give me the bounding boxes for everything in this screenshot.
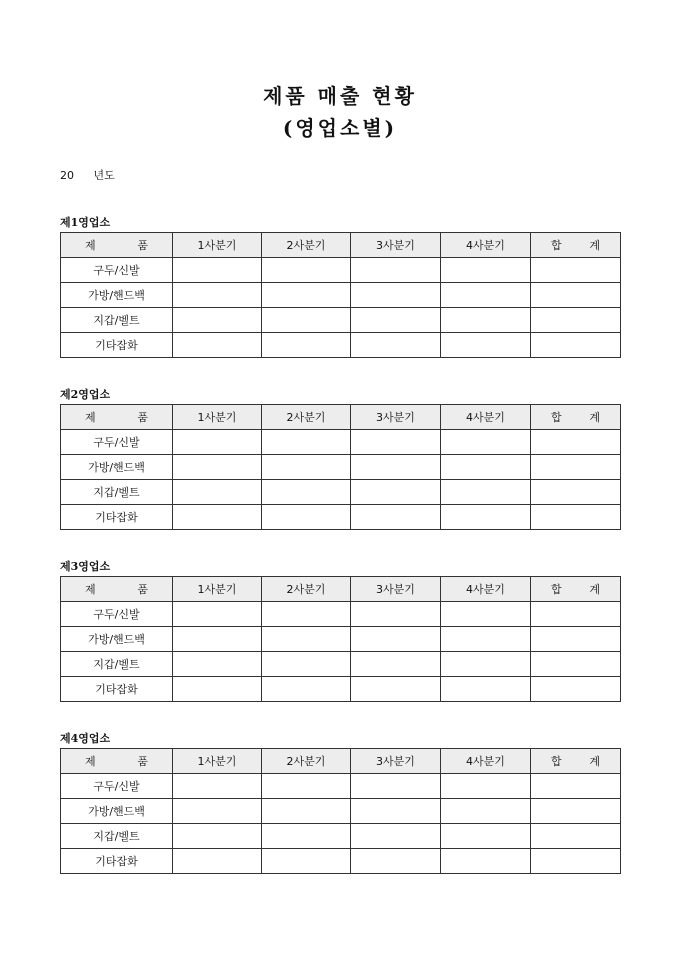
cell-q3[interactable]	[351, 824, 441, 849]
office-section-4	[60, 730, 620, 874]
header-product: 제 품	[61, 577, 173, 602]
cell-q2[interactable]	[262, 677, 351, 702]
cell-q4[interactable]	[441, 799, 531, 824]
row-label: 구두/신발	[61, 774, 173, 799]
cell-total[interactable]	[531, 258, 621, 283]
header-total: 합 계	[531, 749, 621, 774]
cell-total[interactable]	[531, 799, 621, 824]
cell-total[interactable]	[531, 505, 621, 530]
cell-q4[interactable]	[441, 308, 531, 333]
row-label: 지갑/벨트	[61, 652, 173, 677]
header-q1: 1사분기	[173, 405, 262, 430]
table-header-row	[61, 577, 621, 602]
table-row	[61, 308, 621, 333]
header-q1: 1사분기	[173, 233, 262, 258]
cell-q1[interactable]	[173, 627, 262, 652]
row-label: 기타잡화	[61, 677, 173, 702]
table-header-row	[61, 405, 621, 430]
cell-q3[interactable]	[351, 505, 441, 530]
header-q4: 4사분기	[441, 405, 531, 430]
year-number: 20	[60, 169, 74, 182]
header-q1: 1사분기	[173, 577, 262, 602]
cell-q1[interactable]	[173, 308, 262, 333]
table-row	[61, 677, 621, 702]
table-row	[61, 505, 621, 530]
year-label: 년도	[93, 169, 115, 182]
header-q1: 1사분기	[173, 749, 262, 774]
row-label: 가방/핸드백	[61, 283, 173, 308]
cell-total[interactable]	[531, 652, 621, 677]
cell-total[interactable]	[531, 480, 621, 505]
office-section-3	[60, 558, 620, 702]
table-row	[61, 652, 621, 677]
sales-table	[60, 748, 621, 874]
cell-q1[interactable]	[173, 480, 262, 505]
office-title: 제3영업소	[60, 560, 111, 573]
document-title: 제품 매출 현황	[263, 84, 417, 108]
header-total: 합 계	[531, 405, 621, 430]
cell-q1[interactable]	[173, 774, 262, 799]
sales-table	[60, 232, 621, 358]
cell-q3[interactable]	[351, 627, 441, 652]
cell-total[interactable]	[531, 430, 621, 455]
cell-q2[interactable]	[262, 258, 351, 283]
cell-q1[interactable]	[173, 258, 262, 283]
cell-q1[interactable]	[173, 455, 262, 480]
table-row	[61, 480, 621, 505]
cell-total[interactable]	[531, 774, 621, 799]
row-label: 기타잡화	[61, 849, 173, 874]
cell-q2[interactable]	[262, 774, 351, 799]
cell-q3[interactable]	[351, 283, 441, 308]
table-header-row	[61, 749, 621, 774]
cell-q3[interactable]	[351, 602, 441, 627]
header-q2: 2사분기	[262, 405, 351, 430]
cell-total[interactable]	[531, 849, 621, 874]
table-row	[61, 258, 621, 283]
row-label: 기타잡화	[61, 333, 173, 358]
cell-q2[interactable]	[262, 455, 351, 480]
cell-total[interactable]	[531, 455, 621, 480]
cell-q3[interactable]	[351, 849, 441, 874]
office-section-1	[60, 214, 620, 358]
cell-q3[interactable]	[351, 258, 441, 283]
row-label: 가방/핸드백	[61, 455, 173, 480]
cell-q2[interactable]	[262, 602, 351, 627]
cell-q4[interactable]	[441, 333, 531, 358]
row-label: 지갑/벨트	[61, 308, 173, 333]
cell-q2[interactable]	[262, 283, 351, 308]
cell-q2[interactable]	[262, 799, 351, 824]
document-subtitle: (영업소별)	[282, 116, 398, 140]
cell-q2[interactable]	[262, 849, 351, 874]
cell-q2[interactable]	[262, 333, 351, 358]
cell-q4[interactable]	[441, 455, 531, 480]
cell-total[interactable]	[531, 308, 621, 333]
header-q4: 4사분기	[441, 233, 531, 258]
row-label: 지갑/벨트	[61, 480, 173, 505]
cell-q1[interactable]	[173, 602, 262, 627]
cell-q1[interactable]	[173, 824, 262, 849]
table-row	[61, 824, 621, 849]
cell-q4[interactable]	[441, 774, 531, 799]
row-label: 가방/핸드백	[61, 799, 173, 824]
cell-q2[interactable]	[262, 627, 351, 652]
cell-q3[interactable]	[351, 799, 441, 824]
header-q2: 2사분기	[262, 233, 351, 258]
sales-table	[60, 576, 621, 702]
cell-q2[interactable]	[262, 652, 351, 677]
header-q2: 2사분기	[262, 749, 351, 774]
header-q2: 2사분기	[262, 577, 351, 602]
table-row	[61, 455, 621, 480]
cell-q3[interactable]	[351, 333, 441, 358]
header-total: 합 계	[531, 577, 621, 602]
header-product: 제 품	[61, 233, 173, 258]
cell-q2[interactable]	[262, 824, 351, 849]
row-label: 구두/신발	[61, 602, 173, 627]
cell-q1[interactable]	[173, 333, 262, 358]
header-q3: 3사분기	[351, 577, 441, 602]
header-q4: 4사분기	[441, 749, 531, 774]
header-q4: 4사분기	[441, 577, 531, 602]
table-row	[61, 602, 621, 627]
row-label: 구두/신발	[61, 258, 173, 283]
cell-q3[interactable]	[351, 774, 441, 799]
cell-total[interactable]	[531, 627, 621, 652]
cell-q2[interactable]	[262, 505, 351, 530]
cell-q4[interactable]	[441, 480, 531, 505]
header-q3: 3사분기	[351, 749, 441, 774]
cell-q4[interactable]	[441, 602, 531, 627]
office-section-2	[60, 386, 620, 530]
cell-total[interactable]	[531, 602, 621, 627]
cell-q3[interactable]	[351, 430, 441, 455]
office-title: 제2영업소	[60, 388, 111, 401]
row-label: 기타잡화	[61, 505, 173, 530]
header-q3: 3사분기	[351, 405, 441, 430]
cell-q3[interactable]	[351, 308, 441, 333]
cell-q1[interactable]	[173, 283, 262, 308]
cell-q2[interactable]	[262, 480, 351, 505]
cell-q4[interactable]	[441, 849, 531, 874]
cell-q1[interactable]	[173, 799, 262, 824]
cell-q3[interactable]	[351, 652, 441, 677]
cell-q3[interactable]	[351, 480, 441, 505]
cell-q4[interactable]	[441, 677, 531, 702]
table-row	[61, 430, 621, 455]
header-total: 합 계	[531, 233, 621, 258]
table-row	[61, 333, 621, 358]
cell-q4[interactable]	[441, 283, 531, 308]
cell-q1[interactable]	[173, 849, 262, 874]
office-title: 제1영업소	[60, 216, 111, 229]
cell-q2[interactable]	[262, 308, 351, 333]
table-row	[61, 627, 621, 652]
cell-q4[interactable]	[441, 430, 531, 455]
cell-q4[interactable]	[441, 652, 531, 677]
table-row	[61, 774, 621, 799]
header-q3: 3사분기	[351, 233, 441, 258]
cell-q1[interactable]	[173, 505, 262, 530]
table-header-row	[61, 233, 621, 258]
header-product: 제 품	[61, 405, 173, 430]
cell-q4[interactable]	[441, 505, 531, 530]
cell-q1[interactable]	[173, 652, 262, 677]
row-label: 가방/핸드백	[61, 627, 173, 652]
table-row	[61, 799, 621, 824]
row-label: 지갑/벨트	[61, 824, 173, 849]
cell-total[interactable]	[531, 283, 621, 308]
cell-q4[interactable]	[441, 627, 531, 652]
cell-total[interactable]	[531, 333, 621, 358]
cell-q4[interactable]	[441, 824, 531, 849]
cell-total[interactable]	[531, 677, 621, 702]
table-row	[61, 849, 621, 874]
sales-table	[60, 404, 621, 530]
cell-q1[interactable]	[173, 430, 262, 455]
cell-total[interactable]	[531, 824, 621, 849]
year-line	[60, 167, 115, 183]
table-row	[61, 283, 621, 308]
cell-q2[interactable]	[262, 430, 351, 455]
cell-q3[interactable]	[351, 677, 441, 702]
office-title: 제4영업소	[60, 732, 111, 745]
cell-q1[interactable]	[173, 677, 262, 702]
cell-q3[interactable]	[351, 455, 441, 480]
cell-q4[interactable]	[441, 258, 531, 283]
row-label: 구두/신발	[61, 430, 173, 455]
header-product: 제 품	[61, 749, 173, 774]
